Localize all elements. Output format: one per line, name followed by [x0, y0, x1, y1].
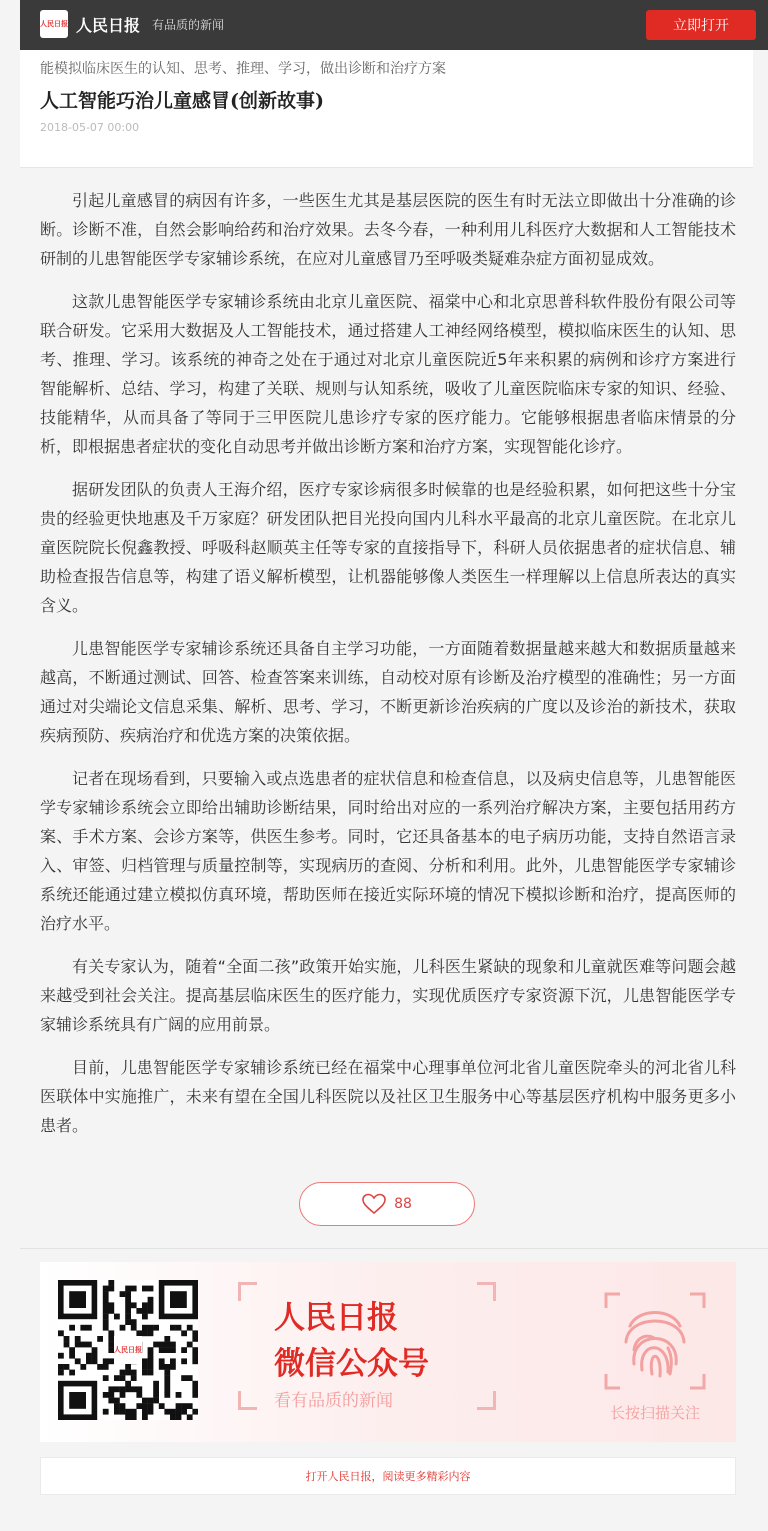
article-title: 人工智能巧治儿童感冒(创新故事) [40, 90, 324, 112]
article-paragraph: 有关专家认为，随着“全面二孩”政策开始实施，儿科医生紧缺的现象和儿童就医难等问题会越来越受到社会关注。提高基层临床医生的医疗能力，实现优质医疗专家资源下沉，儿患智能医学专家辅诊系统具有广阔的应用前景。 [40, 957, 736, 1034]
brand-name: 人民日报 [76, 15, 141, 35]
like-count: 88 [394, 1196, 412, 1212]
brand[interactable] [40, 10, 224, 38]
article-subtitle: 能模拟临床医生的认知、思考、推理、学习，做出诊断和治疗方案 [40, 61, 446, 77]
brand-slogan: 有品质的新闻 [152, 17, 225, 32]
article-paragraph: 引起儿童感冒的病因有许多，一些医生尤其是基层医院的医生有时无法立即做出十分准确的诊断。诊断不准，自然会影响给药和治疗效果。去冬今春，一种利用儿科医疗大数据和人工智能技术研制的儿患智能医学专家辅诊系统，在应对儿童感冒乃至呼吸类疑难杂症方面初显成效。 [40, 191, 736, 268]
article-paragraph: 儿患智能医学专家辅诊系统还具备自主学习功能，一方面随着数据量越来越大和数据质量越来越高，不断通过测试、回答、检查答案来训练，自动校对原有诊断及治疗模型的准确性；另一方面通过对尖端论文信息采集、解析、思考、学习，不断更新诊治疾病的广度以及诊治的新技术，获取疾病预防、疾病治疗和优选方案的决策依据。 [40, 639, 736, 745]
article-date: 2018-05-07 00:00 [40, 121, 140, 134]
article-paragraph: 目前，儿患智能医学专家辅诊系统已经在福棠中心理事单位河北省儿童医院牵头的河北省儿科医联体中实施推广，未来有望在全国儿科医院以及社区卫生服务中心等基层医疗机构中服务更多小患者。 [40, 1058, 736, 1135]
promo-title-sub: 微信公众号 [274, 1346, 429, 1382]
top-bar [20, 0, 768, 50]
scan-area [600, 1286, 710, 1426]
fingerprint-icon [600, 1286, 710, 1396]
promo-title: 人民日报 [274, 1300, 398, 1336]
brand-logo: 人民日报 [40, 10, 68, 38]
article-header [20, 50, 753, 168]
qr-logo: 人民日报 [114, 1336, 142, 1364]
qr-code[interactable] [58, 1280, 198, 1420]
article-paragraph: 这款儿患智能医学专家辅诊系统由北京儿童医院、福棠中心和北京思普科软件股份有限公司等联合研发。它采用大数据及人工智能技术，通过搭建人工神经网络模型，模拟临床医生的认知、思考、推理、学习。该系统的神奇之处在于通过对北京儿童医院近5年来积累的病例和诊疗方案进行智能解析、总结、学习，构建了关联、规则与认知系统，吸收了儿童医院临床专家的知识、经验、技能精华，从而具备了等同于三甲医院儿患诊疗专家的医疗能力。它能够根据患者临床情景的分析，即根据患者症状的变化自动思考并做出诊断方案和治疗方案，实现智能化诊疗。 [40, 292, 736, 456]
open-more-link[interactable]: 打开人民日报，阅读更多精彩内容 [40, 1457, 736, 1495]
heart-icon [362, 1193, 386, 1215]
scan-label: 长按扫描关注 [609, 1404, 700, 1422]
article-body [40, 186, 736, 1154]
article-paragraph: 据研发团队的负责人王海介绍，医疗专家诊病很多时候靠的也是经验积累，如何把这些十分宝贵的经验更快地惠及千万家庭？研发团队把目光投向国内儿科水平最高的北京儿童医院。在北京儿童医院院长倪鑫教授、呼吸科赵顺英主任等专家的直接指导下，科研人员依据患者的症状信息、辅助检查报告信息等，构建了语义解析模型，让机器能够像人类医生一样理解以上信息所表达的真实含义。 [40, 480, 736, 615]
promo-subtitle: 看有品质的新闻 [274, 1391, 393, 1411]
article-paragraph: 记者在现场看到，只要输入或点选患者的症状信息和检查信息，以及病史信息等，儿患智能医学专家辅诊系统会立即给出辅助诊断结果，同时给出对应的一系列治疗解决方案，主要包括用药方案、手术方案、会诊方案等，供医生参考。同时，它还具备基本的电子病历功能，支持自然语言录入、审签、归档管理与质量控制等，实现病历的查阅、分析和利用。此外，儿患智能医学专家辅诊系统还能通过建立模拟仿真环境，帮助医师在接近实际环境的情况下模拟诊断和治疗，提高医师的治疗水平。 [40, 769, 736, 933]
divider [20, 1248, 768, 1249]
like-button[interactable] [299, 1182, 475, 1226]
wechat-promo [40, 1262, 736, 1442]
open-app-button[interactable]: 立即打开 [646, 10, 756, 40]
